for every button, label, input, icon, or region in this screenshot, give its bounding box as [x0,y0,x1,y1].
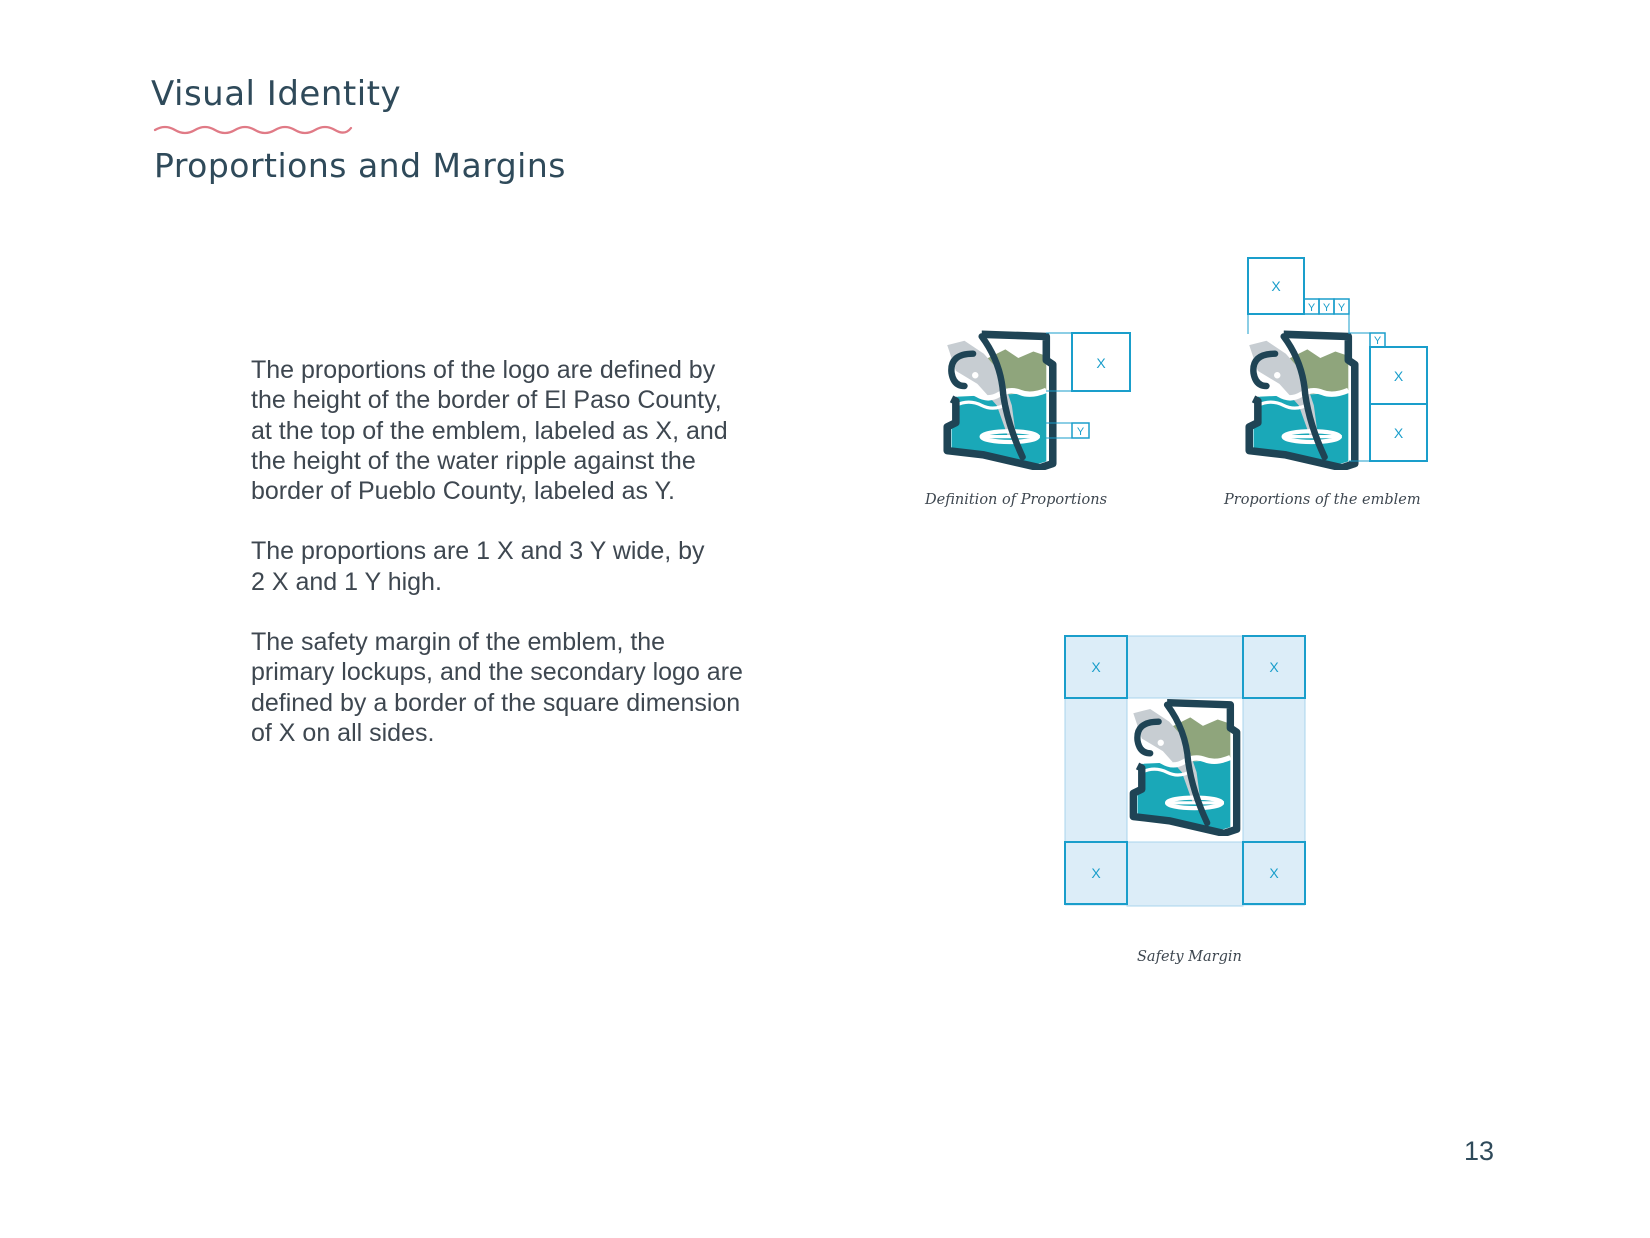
y-label-right: Y [1373,335,1382,347]
definition-caption: Definition of Proportions [925,492,1108,508]
emblem-caption: Proportions of the emblem [1224,492,1421,508]
emblem-logo [1133,703,1236,834]
paragraph-proportions-definition: The proportions of the logo are defined by the height of the border of El Paso County, at the top of the emblem, labeled as X, and the height of the water ripple against the border of Pueblo County, labeled as Y. [251,356,728,506]
y-label-2: Y [1322,302,1331,314]
safety-margin-figure [1063,634,1309,910]
x-label-top-right: X [1269,659,1279,675]
body-text [251,355,781,778]
y-label-3: Y [1337,302,1346,314]
y-label-1: Y [1307,302,1316,314]
page-heading: Proportions and Margins [154,146,566,185]
emblem-logo [1249,334,1355,468]
paragraph-safety-margin: The safety margin of the emblem, the primary lockups, and the secondary logo are defined by a border of the square dimension of X on all sides. [251,628,743,747]
x-label: X [1096,355,1106,371]
paragraph-proportions-ratio: The proportions are 1 X and 3 Y wide, by 2 X and 1 Y high. [251,537,705,596]
decorative-squiggle [153,124,353,136]
page-number: 13 [1463,1136,1494,1166]
x-label-bottom-right: X [1269,865,1279,881]
section-title: Visual Identity [151,74,402,114]
y-label: Y [1076,426,1085,438]
safety-margin-caption: Safety Margin [1137,949,1242,965]
definition-of-proportions-figure [938,322,1138,472]
x-label-top: X [1271,278,1281,294]
x-label-top-left: X [1091,659,1101,675]
x-label-bottom-left: X [1091,865,1101,881]
x-label-right-2: X [1393,425,1404,441]
emblem-logo [947,334,1053,468]
proportions-of-emblem-figure [1240,256,1440,476]
x-label-right-1: X [1393,368,1404,384]
